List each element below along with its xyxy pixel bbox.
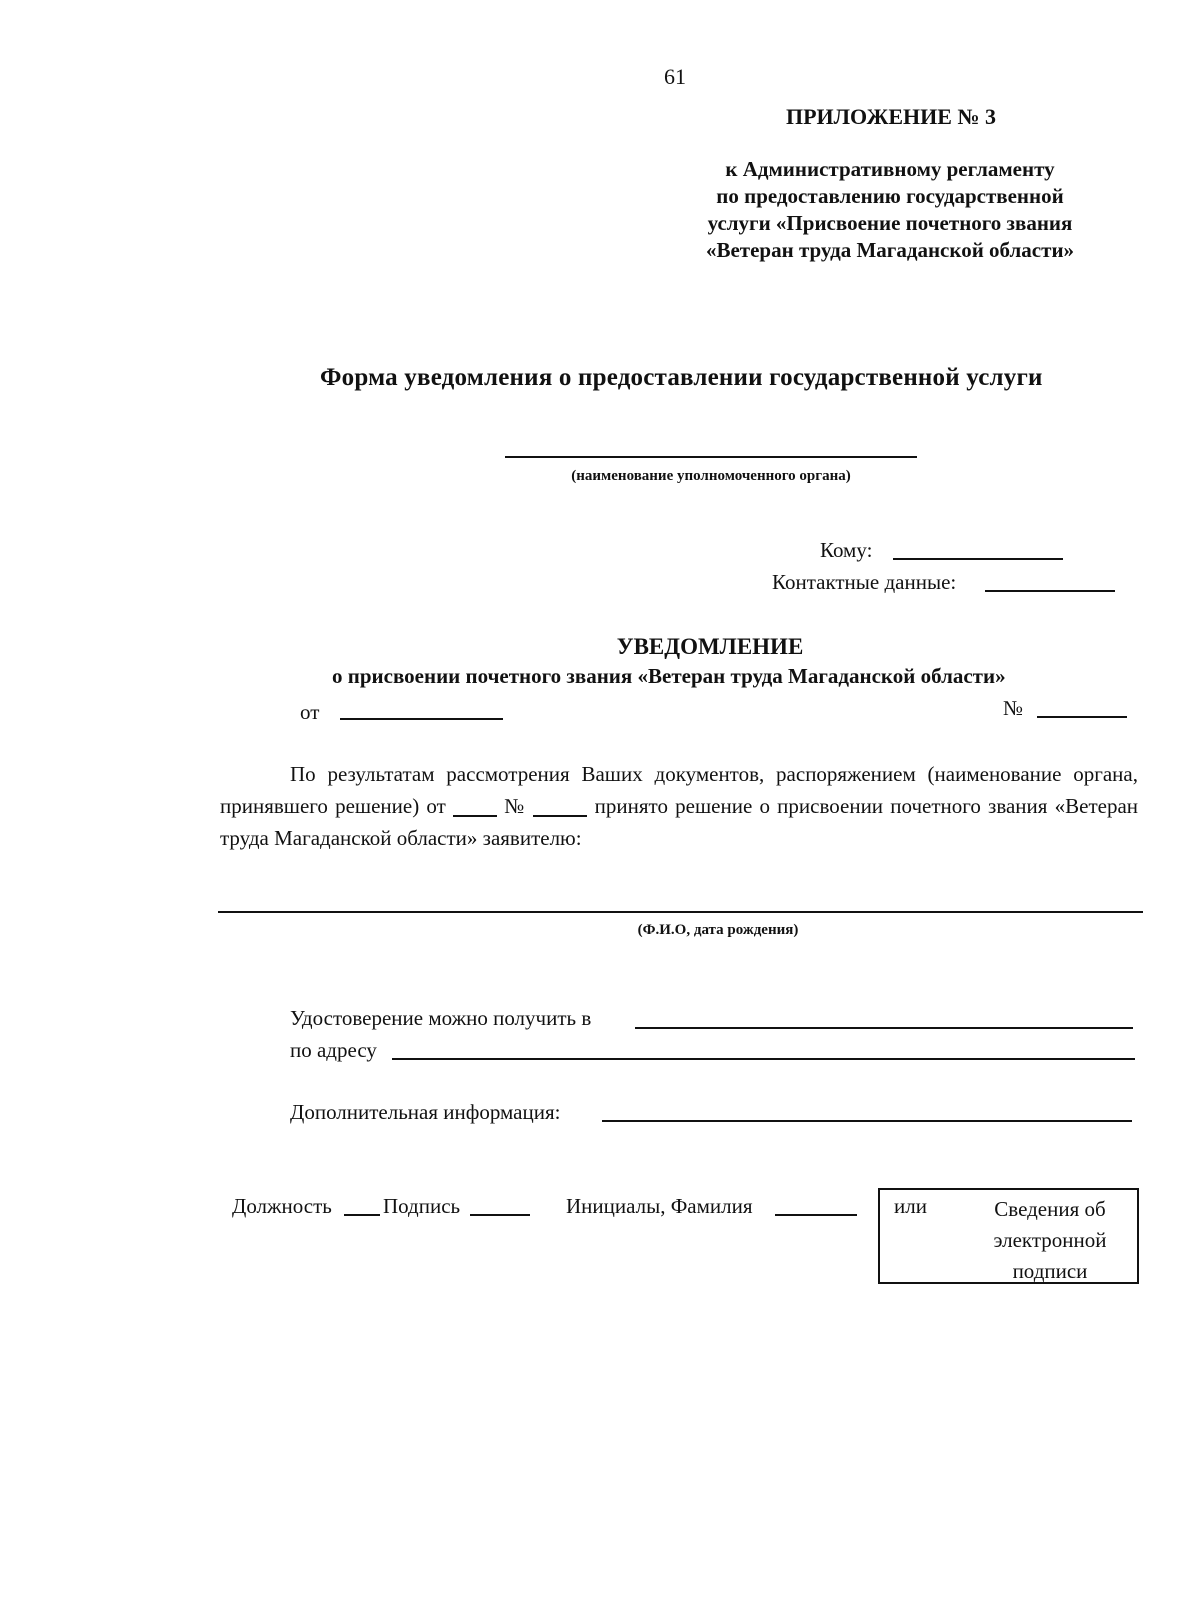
notice-heading: УВЕДОМЛЕНИЕ <box>616 634 804 659</box>
date-blank[interactable] <box>340 718 503 720</box>
regulation-line-3: услуги «Присвоение почетного звания <box>707 211 1073 235</box>
address-label: по адресу <box>290 1038 377 1062</box>
appendix-title: ПРИЛОЖЕНИЕ № 3 <box>786 104 997 129</box>
certificate-label: Удостоверение можно получить в <box>290 1006 592 1030</box>
regulation-line-4: «Ветеран труда Магаданской области» <box>705 238 1075 262</box>
additional-info-label: Дополнительная информация: <box>290 1100 561 1124</box>
body-number-sign: № <box>504 794 527 818</box>
position-label: Должность <box>232 1194 332 1218</box>
fio-blank[interactable] <box>218 911 1143 913</box>
body-text-part1: По результатам рассмотрения Ваших документов, распоряжением (наименование органа, принявшего решение) от <box>220 762 1138 818</box>
notice-subheading: о присвоении почетного звания «Ветеран труда Магаданской области» <box>332 664 1006 688</box>
initials-blank[interactable] <box>775 1214 857 1216</box>
number-label: № <box>1003 696 1024 720</box>
number-blank[interactable] <box>1037 716 1127 718</box>
body-paragraph <box>220 758 1138 854</box>
recipient-blank[interactable] <box>893 558 1063 560</box>
contacts-blank[interactable] <box>985 590 1115 592</box>
order-date-blank[interactable] <box>453 794 497 817</box>
org-name-blank[interactable] <box>505 456 917 458</box>
or-label: или <box>894 1194 927 1218</box>
position-blank[interactable] <box>344 1214 380 1216</box>
form-title: Форма уведомления о предоставлении государственной услуги <box>320 364 1043 391</box>
recipient-label: Кому: <box>820 538 873 562</box>
certificate-blank[interactable] <box>635 1027 1133 1029</box>
regulation-line-1: к Административному регламенту <box>725 157 1055 181</box>
page-number: 61 <box>664 64 686 89</box>
signature-label: Подпись <box>383 1194 461 1218</box>
regulation-line-2: по предоставлению государственной <box>716 184 1064 208</box>
date-label: от <box>300 700 320 724</box>
org-caption: (наименование уполномоченного органа) <box>571 468 851 484</box>
body-text-part2: принято решение о присвоении почетного звания «Ветеран труда Магаданской области» заявителю: <box>220 794 1139 850</box>
fio-caption: (Ф.И.О, дата рождения) <box>637 922 799 938</box>
electronic-signature-text: Сведения об электронной подписи <box>993 1197 1107 1283</box>
contacts-label: Контактные данные: <box>772 570 957 594</box>
additional-info-blank[interactable] <box>602 1120 1132 1122</box>
order-number-blank[interactable] <box>533 794 587 817</box>
initials-label: Инициалы, Фамилия <box>566 1194 753 1218</box>
address-blank[interactable] <box>392 1058 1135 1060</box>
electronic-signature-box <box>878 1188 1139 1284</box>
signature-blank[interactable] <box>470 1214 530 1216</box>
regulation-reference <box>660 156 1120 264</box>
